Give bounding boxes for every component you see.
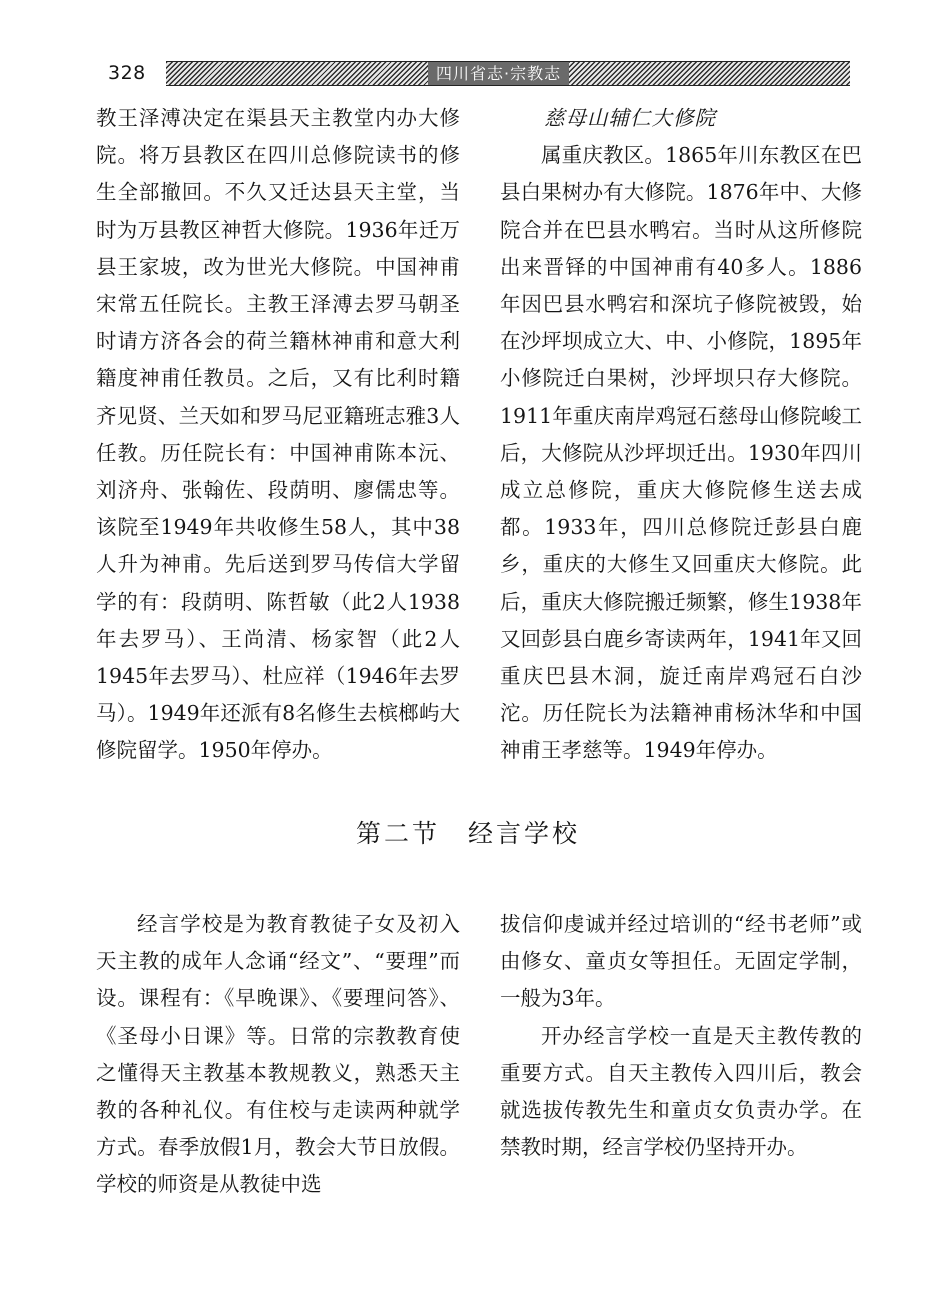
running-header-band [166, 61, 850, 86]
section-title: 第二节 经言学校 [355, 819, 580, 848]
right-column-top [500, 100, 862, 770]
paragraph-cimushan-seminary: 属重庆教区。1865年川东教区在巴县白果树办有大修院。1876年中、大修院合并在巴县水鸭宕。当时从这所修院出来晋铎的中国神甫有40多人。1886年因巴县水鸭宕和深坑子修院被毁，始在沙坪坝成立大、中、小修院，1895年小修院迁白果树，沙坪坝只存大修院。1911年重庆南岸鸡冠石慈母山修院峻工后，大修院从沙坪坝迁出。1930年四川成立总修院，重庆大修院修生送去成都。1933年，四川总修院迁彭县白鹿乡，重庆的大修生又回重庆大修院。此后，重庆大修院搬迁频繁，修生1938年又回彭县白鹿乡寄读两年，1941年又回重庆巴县木洞，旋迁南岸鸡冠石白沙沱。历任院长为法籍神甫杨沐华和中国神甫王孝慈等。1949年停办。 [500, 143, 862, 763]
paragraph-catechism-teachers: 拔信仰虔诚并经过培训的“经书老师”或由修女、童贞女等担任。无固定学制，一般为3年。 [500, 912, 862, 1011]
paragraph-wanxian-seminary: 教王泽溥决定在渠县天主教堂内办大修院。将万县教区在四川总修院读书的修生全部撤回。不久又迁达县天主堂，当时为万县教区神哲大修院。1936年迁万县王家坡，改为世光大修院。中国神甫宋常五任院长。主教王泽溥去罗马朝圣时请方济各会的荷兰籍林神甫和意大利籍度神甫任教员。之后，又有比利时籍齐见贤、兰天如和罗马尼亚籍班志雅3人任教。历任院长有：中国神甫陈本沅、刘济舟、张翰佐、段荫明、廖儒忠等。该院至1949年共收修生58人，其中38人升为神甫。先后送到罗马传信大学留学的有：段荫明、陈哲敏（此2人1938年去罗马）、王尚清、杨家智（此2人1945年去罗马）、杜应祥（1946年去罗马）。1949年还派有8名修生去槟榔屿大修院留学。1950年停办。 [96, 106, 460, 763]
left-column-bottom [96, 906, 460, 1204]
right-column-bottom [500, 906, 862, 1166]
left-column-top [96, 100, 460, 770]
paragraph-catechism-importance: 开办经言学校一直是天主教传教的重要方式。自天主教传入四川后，教会就选拔传教先生和童贞女负责办学。在禁教时期，经言学校仍坚持开办。 [500, 1023, 862, 1160]
subheading-cimushan-seminary: 慈母山辅仁大修院 [544, 106, 716, 130]
page-number: 328 [108, 62, 146, 84]
running-header-title: 四川省志·宗教志 [428, 62, 569, 85]
paragraph-catechism-school-intro: 经言学校是为教育教徒子女及初入天主教的成年人念诵“经文”、“要理”而设。课程有：《早晚课》、《要理问答》、《圣母小日课》等。日常的宗教教育使之懂得天主教基本教规教义，熟悉天主教的各种礼仪。有住校与走读两种就学方式。春季放假1月，教会大节日放假。学校的师资是从教徒中选 [96, 912, 460, 1197]
